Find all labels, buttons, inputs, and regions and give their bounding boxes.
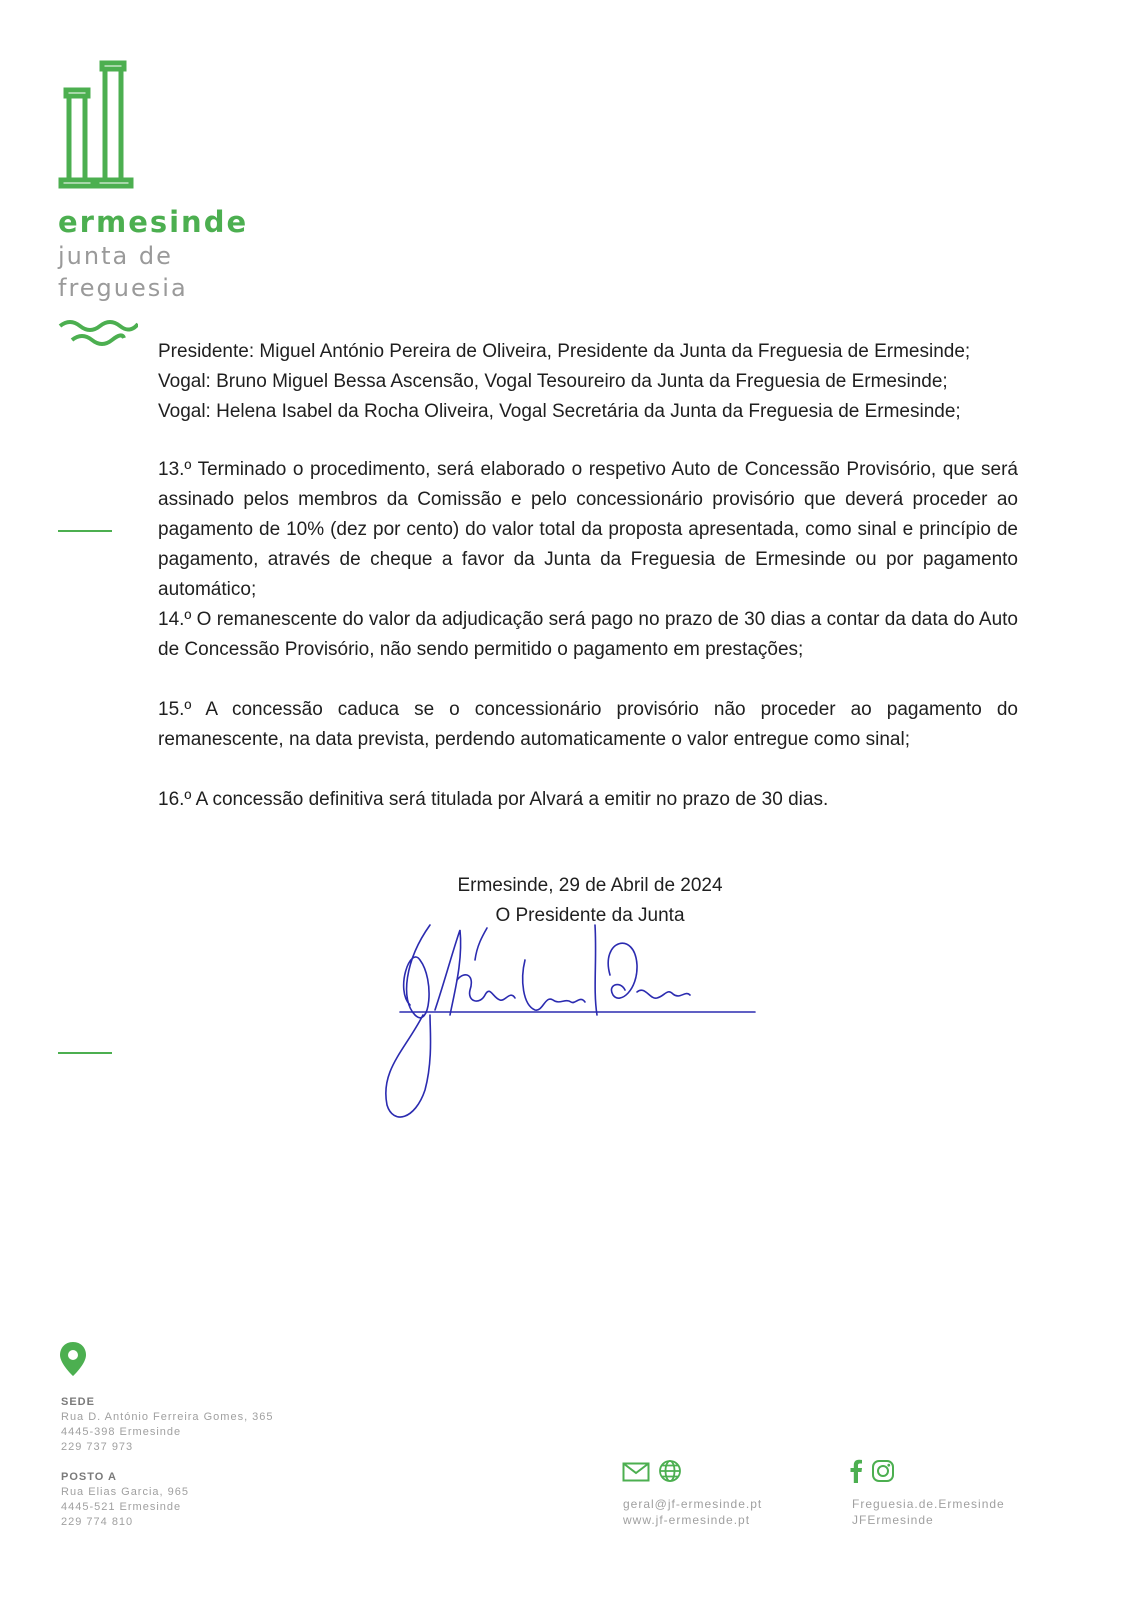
facebook-icon: [848, 1459, 864, 1483]
posto-postal: 4445-521 Ermesinde: [61, 1501, 182, 1513]
handwritten-signature: [375, 920, 775, 1130]
location-pin-icon: [58, 1340, 88, 1380]
margin-line-top: [58, 530, 112, 532]
logo-sub-line1: junta de: [58, 242, 173, 270]
place-date: Ermesinde, 29 de Abril de 2024: [457, 875, 723, 896]
facebook-handle[interactable]: Freguesia.de.Ermesinde: [852, 1497, 1005, 1511]
sede-postal: 4445-398 Ermesinde: [61, 1426, 182, 1438]
posto-title: POSTO A: [61, 1471, 117, 1483]
member-president: Presidente: Miguel António Pereira de Oliveira, Presidente da Junta da Freguesia de Ermesinde;: [158, 341, 971, 362]
margin-line-bottom: [58, 1052, 112, 1054]
contact-web: [623, 1496, 762, 1528]
clause-16: 16.º A concessão definitiva será titulada por Alvará a emitir no prazo de 30 dias.: [158, 789, 829, 810]
email-address[interactable]: geral@jf-ermesinde.pt: [623, 1497, 763, 1511]
waves-icon: [58, 318, 138, 348]
address-sede: [61, 1395, 274, 1455]
clause-15: 15.º A concessão caduca se o concessionário provisório não proceder ao pagamento do remanescente, na data prevista, perdendo automaticamente o valor entregue como sinal;: [158, 699, 1018, 750]
globe-icon: [658, 1459, 682, 1483]
member-vogal-secretaria: Vogal: Helena Isabel da Rocha Oliveira, Vogal Secretária da Junta da Freguesia de Ermesinde;: [158, 401, 961, 422]
instagram-handle[interactable]: JFErmesinde: [852, 1513, 934, 1527]
signatory-role: O Presidente da Junta: [495, 905, 685, 926]
members-list: [158, 337, 1018, 427]
website-url[interactable]: www.jf-ermesinde.pt: [623, 1513, 751, 1527]
sede-title: SEDE: [61, 1396, 95, 1408]
clause-13: 13.º Terminado o procedimento, será elaborado o respetivo Auto de Concessão Provisório, que será assinado pelos membros da Comissão e pelo concessionário provisório que deverá proceder ao pagamento de 10% (dez por cento) do valor total da proposta apresentada, como sinal e princípio de pagamento, através de cheque a favor da Junta da Freguesia de Ermesinde ou por pagamento automático;: [158, 459, 1018, 600]
instagram-icon: [871, 1459, 895, 1483]
mail-icon: [622, 1462, 650, 1482]
sede-street: Rua D. António Ferreira Gomes, 365: [61, 1411, 274, 1423]
member-vogal-tesoureiro: Vogal: Bruno Miguel Bessa Ascensão, Vogal Tesoureiro da Junta da Freguesia de Ermesinde;: [158, 371, 948, 392]
logo-sub-line2: freguesia: [58, 274, 188, 302]
address-posto: [61, 1470, 189, 1530]
posto-street: Rua Elias Garcia, 965: [61, 1486, 189, 1498]
clauses: [158, 455, 1018, 815]
clause-14: 14.º O remanescente do valor da adjudicação será pago no prazo de 30 dias a contar da data do Auto de Concessão Provisório, não sendo permitido o pagamento em prestações;: [158, 609, 1018, 660]
contact-social: [852, 1496, 1005, 1528]
sede-phone: 229 737 973: [61, 1441, 134, 1453]
logo-name: ermesinde: [58, 205, 249, 239]
posto-phone: 229 774 810: [61, 1516, 134, 1528]
